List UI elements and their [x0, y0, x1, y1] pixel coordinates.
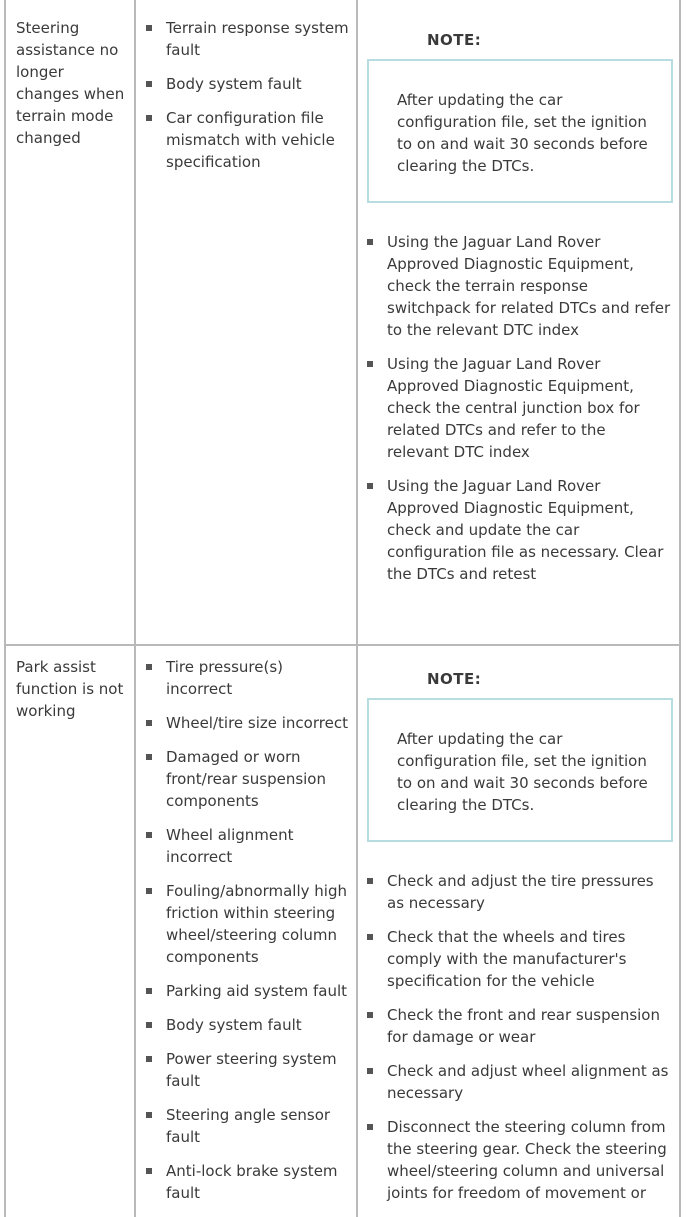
note-title: NOTE:	[427, 31, 482, 49]
bullet-icon	[146, 115, 152, 121]
bullet-icon	[367, 483, 373, 489]
row-2-symptom: Park assist function is not working	[16, 658, 124, 720]
bullet-icon	[146, 720, 152, 726]
list-item: Check and adjust the tire pressures as necessary	[367, 870, 671, 914]
bullet-icon	[146, 988, 152, 994]
list-item: Wheel alignment incorrect	[146, 824, 351, 868]
bullet-icon	[146, 754, 152, 760]
list-item: Check that the wheels and tires comply with the manufacturer's specification for the vehicle	[367, 926, 671, 992]
list-item: Tire pressure(s) incorrect	[146, 656, 351, 700]
list-item: Power steering system fault	[146, 1048, 351, 1092]
bullet-icon	[146, 1112, 152, 1118]
note-title: NOTE:	[427, 670, 482, 688]
list-item: Body system fault	[146, 73, 351, 95]
row-separator	[4, 644, 681, 646]
note-box	[367, 59, 673, 203]
table-border-left	[4, 0, 6, 1217]
bullet-icon	[367, 1068, 373, 1074]
bullet-icon	[146, 1168, 152, 1174]
table-divider-1	[134, 0, 136, 1217]
list-item: Disconnect the steering column from the steering gear. Check the steering wheel/steering column and universal joints for freedom of movement or	[367, 1116, 671, 1204]
list-item: Check the front and rear suspension for damage or wear	[367, 1004, 671, 1048]
row-1-causes	[146, 17, 351, 185]
bullet-icon	[146, 1022, 152, 1028]
list-item: Car configuration file mismatch with vehicle specification	[146, 107, 351, 173]
list-item: Body system fault	[146, 1014, 351, 1036]
table-border-right	[679, 0, 681, 1217]
bullet-icon	[146, 888, 152, 894]
bullet-icon	[146, 25, 152, 31]
bullet-icon	[367, 361, 373, 367]
list-item: Fouling/abnormally high friction within steering wheel/steering column components	[146, 880, 351, 968]
bullet-icon	[367, 1012, 373, 1018]
list-item: Anti-lock brake system fault	[146, 1160, 351, 1204]
list-item: Check and adjust wheel alignment as necessary	[367, 1060, 671, 1104]
list-item: Damaged or worn front/rear suspension components	[146, 746, 351, 812]
bullet-icon	[367, 239, 373, 245]
list-item: Parking aid system fault	[146, 980, 351, 1002]
bullet-icon	[146, 1056, 152, 1062]
note-box	[367, 698, 673, 842]
bullet-icon	[367, 934, 373, 940]
note-text: After updating the car configuration file, set the ignition to on and wait 30 seconds before clearing the DTCs.	[397, 91, 648, 175]
bullet-icon	[146, 81, 152, 87]
bullet-icon	[146, 832, 152, 838]
note-text: After updating the car configuration file, set the ignition to on and wait 30 seconds before clearing the DTCs.	[397, 730, 648, 814]
table-divider-2	[356, 0, 358, 1217]
row-1-actions	[367, 29, 671, 597]
list-item: Using the Jaguar Land Rover Approved Diagnostic Equipment, check the central junction box for related DTCs and refer to the relevant DTC index	[367, 353, 671, 463]
bullet-icon	[367, 878, 373, 884]
bullet-icon	[367, 1124, 373, 1130]
list-item: Using the Jaguar Land Rover Approved Diagnostic Equipment, check and update the car configuration file as necessary. Clear the DTCs and retest	[367, 475, 671, 585]
row-1-symptom: Steering assistance no longer changes when terrain mode changed	[16, 19, 125, 147]
row-2-actions	[367, 668, 671, 1216]
list-item: Wheel/tire size incorrect	[146, 712, 351, 734]
list-item: Using the Jaguar Land Rover Approved Diagnostic Equipment, check the terrain response switchpack for related DTCs and refer to the relevant DTC index	[367, 231, 671, 341]
bullet-icon	[146, 664, 152, 670]
row-2-causes	[146, 656, 351, 1216]
list-item: Terrain response system fault	[146, 17, 351, 61]
list-item: Steering angle sensor fault	[146, 1104, 351, 1148]
